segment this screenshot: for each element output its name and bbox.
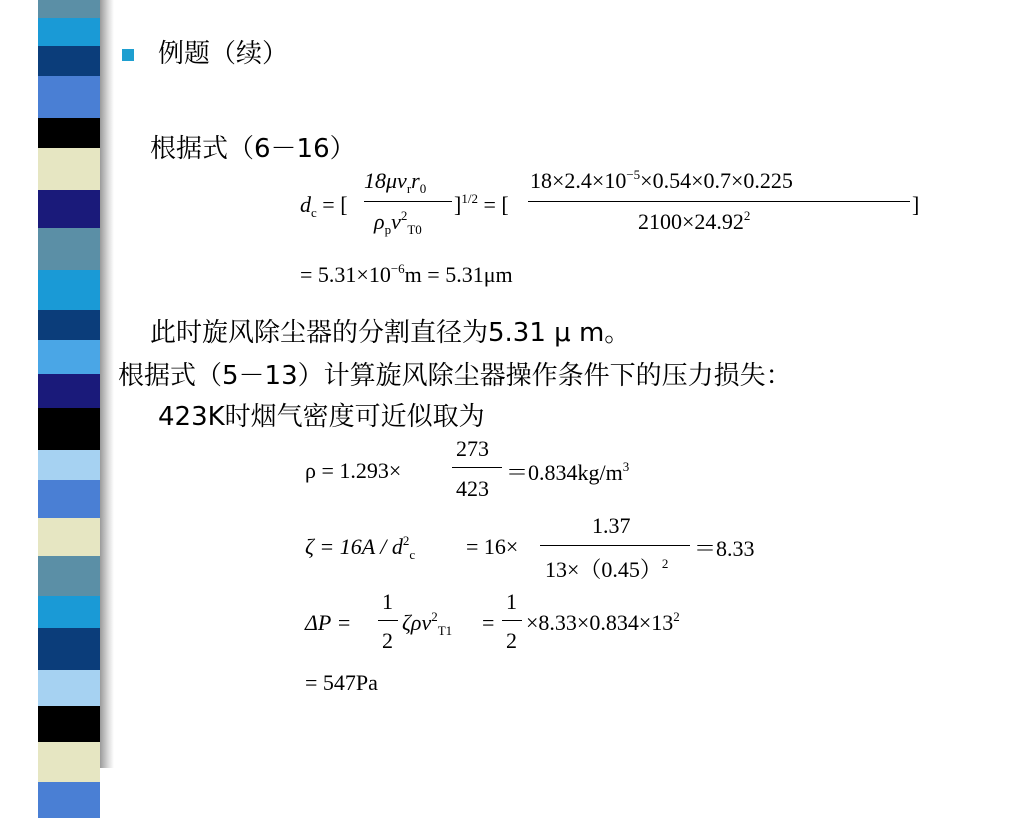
eq5-frac2-num: 1	[506, 589, 517, 614]
eq4-mid: = 16×	[466, 534, 519, 559]
eq3-lhs: ρ = 1.293×	[305, 458, 402, 483]
eq5-rhs: $\times 8.33\times 0.834\times 13^2$	[526, 609, 680, 635]
strip-shadow	[100, 0, 114, 768]
eq6: = 547Pa	[305, 670, 378, 695]
eq1-lhs: $d_c$ = [	[300, 192, 348, 220]
eq5-frac1-bar	[378, 620, 398, 621]
eq4-lhs: $\zeta = 16A / d^2_c$	[305, 533, 416, 562]
eq2: = $5.31\times 10^{-6}m = 5.31\mu m$	[300, 261, 513, 287]
eq3-rhs: $=0.834kg/m^3$	[506, 459, 630, 485]
eq1-bracket: ]$^{1/2}$ = [	[454, 191, 509, 217]
eq1-frac1-bar	[364, 201, 452, 202]
eq5-lhs: ΔP =	[305, 610, 352, 635]
eq1-frac2-bar	[528, 201, 910, 202]
eq5-frac1-den: 2	[382, 628, 393, 653]
eq5-equals: =	[482, 610, 495, 635]
eq3-den: 423	[456, 476, 489, 501]
decorative-stripe-bar	[38, 0, 100, 768]
text-line-pressure-loss: 根据式（5－13）计算旋风除尘器操作条件下的压力损失：	[118, 361, 792, 391]
eq1-frac1-num: $18\mu v_rr_0$	[364, 168, 427, 196]
text-line-density: 423K时烟气密度可近似取为	[158, 402, 485, 432]
eq4-rhs: ＝8.33	[694, 536, 755, 561]
eq5-mid: ζρv$^2_{T1}$	[402, 609, 453, 638]
text-line-formula-ref: 根据式（6－16）	[150, 134, 356, 164]
text-line-cut-diameter: 此时旋风除尘器的分割直径为5.31 μ m。	[150, 318, 631, 348]
eq1-frac2-den: $2100\times 24.92^2$	[638, 208, 751, 234]
eq5-frac1-num: 1	[382, 589, 393, 614]
eq3-num: 273	[456, 436, 489, 461]
eq5-frac2-den: 2	[506, 628, 517, 653]
eq4-bar	[540, 545, 690, 546]
eq4-num: 1.37	[592, 513, 631, 538]
eq4-den: $13\times(0.45)^2$	[545, 556, 669, 582]
eq1-frac1-den: $\rho_pv^2_{T0}$	[374, 208, 422, 237]
bullet-square-icon	[122, 49, 134, 61]
slide-title: 例题（续）	[158, 39, 289, 69]
eq1-close-bracket: ]	[912, 192, 920, 217]
eq3-bar	[452, 467, 502, 468]
eq1-frac2-num: $18\times 2.4\times 10^{-5}\times 0.54\times 0.7\times 0.225$	[530, 167, 793, 193]
eq5-frac2-bar	[502, 620, 522, 621]
